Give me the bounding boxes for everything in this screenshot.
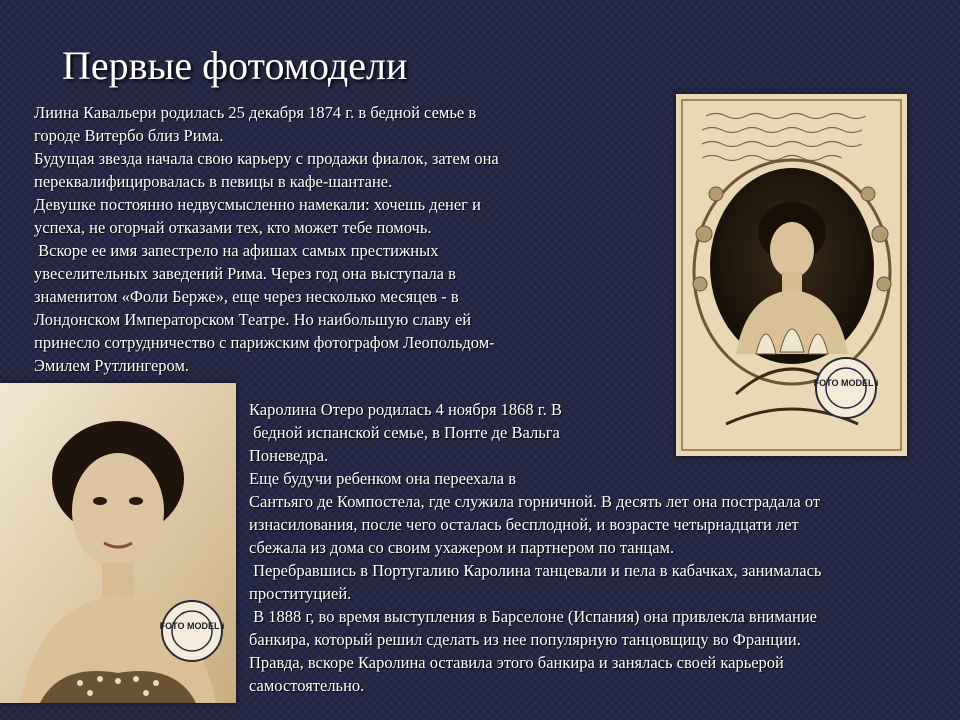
stamp-label: FOTO MODEL i (159, 621, 225, 631)
foto-model-stamp (160, 601, 225, 661)
text-line: Лиина Кавальери родилась 25 декабря 1874 г. в бедной семье в (34, 103, 477, 122)
text-line: В 1888 г, во время выступления в Барселоне (Испания) она привлекла внимание (249, 607, 818, 626)
text-line: бедной испанской семье, в Понте де Вальга (249, 423, 560, 442)
text-line: Лондонском Императорском Театре. Но наибольшую славу ей (34, 310, 472, 329)
text-line: Сантьяго де Компостела, где служила горничной. В десять лет она пострадала от (249, 492, 821, 511)
slide-title: Первые фотомодели (62, 43, 408, 88)
text-line: Будущая звезда начала свою карьеру с продажи фиалок, затем она (34, 149, 499, 168)
otero-portrait-photo (0, 383, 236, 703)
text-line: Правда, вскоре Каролина оставила этого банкира и занялась своей карьерой (249, 653, 784, 672)
stamp-label: FOTO MODEL i (813, 378, 879, 388)
text-line: знаменитом «Фоли Берже», еще через несколько месяцев - в (34, 287, 459, 306)
text-line: Девушке постоянно недвусмысленно намекали: хочешь денег и (34, 195, 481, 214)
text-line: Каролина Отеро родилась 4 ноября 1868 г. В (249, 400, 562, 419)
text-line: успеха, не огорчай отказами тех, кто может тебе помочь. (34, 218, 432, 237)
foto-model-stamp (814, 358, 879, 418)
text-line: Еще будучи ребенком она переехала в (249, 469, 517, 488)
text-line: Поневедра. (249, 446, 329, 465)
text-line: Эмилем Рутлингером. (34, 356, 190, 375)
text-line: банкира, который решил сделать из нее популярную танцовщицу во Франции. (249, 630, 801, 649)
text-line: самостоятельно. (249, 676, 365, 695)
text-line: городе Витербо близ Рима. (34, 126, 224, 145)
text-line: Перебравшись в Португалию Каролина танцевали и пела в кабачках, занималась (249, 561, 822, 580)
cavalieri-paragraph (34, 101, 574, 377)
text-line: принесло сотрудничество с парижским фотографом Леопольдом- (34, 333, 495, 352)
text-line: изнасилования, после чего осталась бесплодной, и возрасте четырнадцати лет (249, 515, 799, 534)
postcard-illustration (676, 94, 907, 456)
text-line: сбежала из дома со своим ухажером и партнером по танцам. (249, 538, 675, 557)
text-line: Вскоре ее имя запестрело на афишах самых престижных (34, 241, 439, 260)
text-line: проституцией. (249, 584, 352, 603)
text-line: переквалифицировалась в певицы в кафе-шантане. (34, 172, 393, 191)
portrait-illustration (0, 383, 236, 703)
text-line: увеселительных заведений Рима. Через год она выступала в (34, 264, 456, 283)
cavalieri-postcard-photo (676, 94, 907, 456)
